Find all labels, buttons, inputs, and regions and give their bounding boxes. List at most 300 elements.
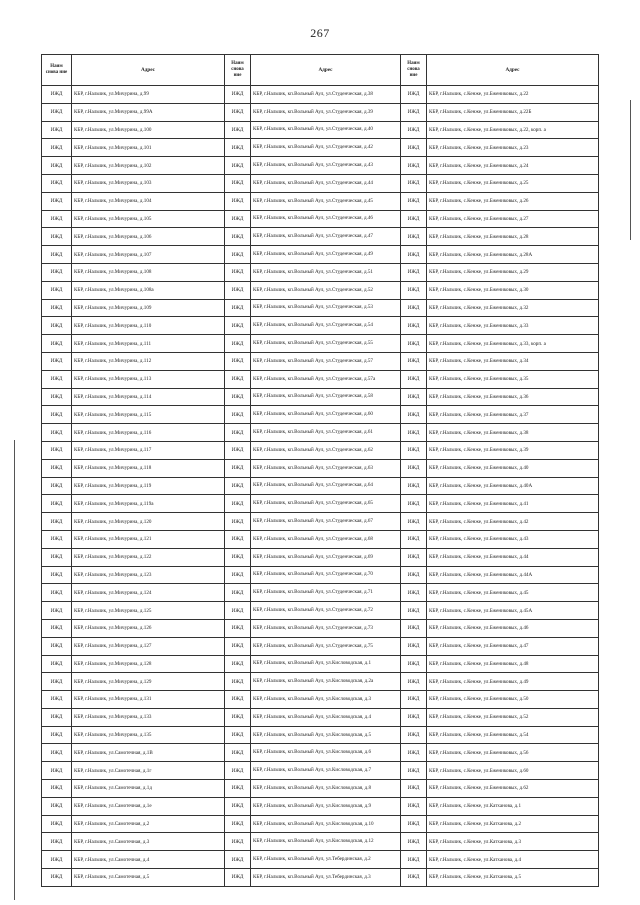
cell-address-1: КБР, г.Нальчик, ул.Мичурина, д.99А (72, 103, 225, 121)
cell-type-2: ИЖД (225, 637, 251, 655)
cell-address-2: КБР, г.Нальчик, кп.Вольный Аул, ул.Кисловодская, д.4 (251, 708, 401, 726)
cell-address-2: КБР, г.Нальчик, кп.Вольный Аул, ул.Студенческая, д.53 (251, 299, 401, 317)
cell-address-2: КБР, г.Нальчик, кп.Вольный Аул, ул.Студенческая, д.64 (251, 477, 401, 495)
cell-address-1: КБР, г.Нальчик, ул.Самотечная, д.1е (72, 797, 225, 815)
table-row (42, 744, 599, 762)
cell-address-3: КБР, г.Нальчик, с.Кенже, ул.Бжениковых, д.44А (427, 566, 599, 584)
cell-address-1: КБР, г.Нальчик, ул.Мичурина, д.128 (72, 655, 225, 673)
table-row (42, 815, 599, 833)
cell-address-3: КБР, г.Нальчик, с.Кенже, ул.Бжениковых, д.44 (427, 548, 599, 566)
cell-address-1: КБР, г.Нальчик, ул.Самотечная, д.4 (72, 851, 225, 869)
table-row (42, 477, 599, 495)
cell-address-3: КБР, г.Нальчик, с.Кенже, ул.Бжениковых, д.54 (427, 726, 599, 744)
cell-type-1: ИЖД (42, 762, 72, 780)
cell-type-1: ИЖД (42, 103, 72, 121)
cell-type-2: ИЖД (225, 121, 251, 139)
cell-type-1: ИЖД (42, 459, 72, 477)
table-row (42, 851, 599, 869)
table-body (42, 86, 599, 887)
header-address-2: Адрес (251, 55, 401, 86)
cell-type-3: ИЖД (401, 281, 427, 299)
cell-address-1: КБР, г.Нальчик, ул.Мичурина, д.108а (72, 281, 225, 299)
cell-type-1: ИЖД (42, 352, 72, 370)
cell-type-1: ИЖД (42, 317, 72, 335)
cell-type-1: ИЖД (42, 726, 72, 744)
cell-type-3: ИЖД (401, 637, 427, 655)
cell-type-3: ИЖД (401, 157, 427, 175)
cell-type-1: ИЖД (42, 637, 72, 655)
cell-address-1: КБР, г.Нальчик, ул.Мичурина, д.124 (72, 584, 225, 602)
cell-type-1: ИЖД (42, 495, 72, 513)
cell-address-3: КБР, г.Нальчик, с.Кенже, ул.Бжениковых, д.35 (427, 370, 599, 388)
cell-address-1: КБР, г.Нальчик, ул.Мичурина, д.114 (72, 388, 225, 406)
cell-type-2: ИЖД (225, 246, 251, 264)
cell-type-2: ИЖД (225, 833, 251, 851)
cell-address-3: КБР, г.Нальчик, с.Кенже, ул.Бжениковых, д.34 (427, 352, 599, 370)
table-row (42, 691, 599, 709)
table-row (42, 174, 599, 192)
cell-type-3: ИЖД (401, 780, 427, 798)
cell-address-1: КБР, г.Нальчик, ул.Мичурина, д.110 (72, 317, 225, 335)
cell-type-1: ИЖД (42, 797, 72, 815)
cell-address-2: КБР, г.Нальчик, кп.Вольный Аул, ул.Кисловодская, д.10 (251, 815, 401, 833)
cell-type-1: ИЖД (42, 192, 72, 210)
cell-type-3: ИЖД (401, 406, 427, 424)
cell-address-3: КБР, г.Нальчик, с.Кенже, ул.Бжениковых, д.56 (427, 744, 599, 762)
table-row (42, 619, 599, 637)
cell-address-3: КБР, г.Нальчик, с.Кенже, ул.Бжениковых, д.37 (427, 406, 599, 424)
cell-type-2: ИЖД (225, 744, 251, 762)
cell-address-2: КБР, г.Нальчик, кп.Вольный Аул, ул.Студенческая, д.57 (251, 352, 401, 370)
cell-type-1: ИЖД (42, 263, 72, 281)
cell-address-2: КБР, г.Нальчик, кп.Вольный Аул, ул.Студенческая, д.65 (251, 495, 401, 513)
margin-line-left (14, 440, 15, 900)
table-row (42, 762, 599, 780)
cell-address-2: КБР, г.Нальчик, кп.Вольный Аул, ул.Кисловодская, д.9 (251, 797, 401, 815)
cell-type-3: ИЖД (401, 495, 427, 513)
cell-type-1: ИЖД (42, 441, 72, 459)
cell-address-1: КБР, г.Нальчик, ул.Мичурина, д.135 (72, 726, 225, 744)
cell-type-3: ИЖД (401, 228, 427, 246)
cell-type-2: ИЖД (225, 174, 251, 192)
cell-address-3: КБР, г.Нальчик, с.Кенже, ул.Бжениковых, д.48 (427, 655, 599, 673)
cell-type-1: ИЖД (42, 210, 72, 228)
table-row (42, 602, 599, 620)
table-row (42, 281, 599, 299)
cell-type-3: ИЖД (401, 317, 427, 335)
cell-address-2: КБР, г.Нальчик, кп.Вольный Аул, ул.Студенческая, д.63 (251, 459, 401, 477)
cell-address-3: КБР, г.Нальчик, с.Кенже, ул.Бжениковых, д.38 (427, 424, 599, 442)
cell-type-1: ИЖД (42, 815, 72, 833)
cell-type-3: ИЖД (401, 459, 427, 477)
cell-type-3: ИЖД (401, 851, 427, 869)
cell-type-1: ИЖД (42, 548, 72, 566)
cell-address-2: КБР, г.Нальчик, кп.Вольный Аул, ул.Кисловодская, д.12 (251, 833, 401, 851)
cell-address-1: КБР, г.Нальчик, ул.Мичурина, д.99 (72, 86, 225, 104)
cell-type-3: ИЖД (401, 815, 427, 833)
cell-address-1: КБР, г.Нальчик, ул.Мичурина, д.112 (72, 352, 225, 370)
table-row (42, 246, 599, 264)
cell-type-2: ИЖД (225, 263, 251, 281)
cell-type-1: ИЖД (42, 744, 72, 762)
cell-address-1: КБР, г.Нальчик, ул.Самотечная, д.1д (72, 780, 225, 798)
cell-address-1: КБР, г.Нальчик, ул.Мичурина, д.122 (72, 548, 225, 566)
cell-type-1: ИЖД (42, 406, 72, 424)
cell-type-2: ИЖД (225, 780, 251, 798)
cell-address-2: КБР, г.Нальчик, кп.Вольный Аул, ул.Студенческая, д.39 (251, 103, 401, 121)
cell-type-2: ИЖД (225, 566, 251, 584)
header-type-2: Наим снова ние (225, 55, 251, 86)
table-row (42, 263, 599, 281)
cell-address-3: КБР, г.Нальчик, с.Кенже, ул.Бжениковых, д.36 (427, 388, 599, 406)
cell-address-2: КБР, г.Нальчик, кп.Вольный Аул, ул.Студенческая, д.58 (251, 388, 401, 406)
cell-type-2: ИЖД (225, 139, 251, 157)
cell-address-3: КБР, г.Нальчик, с.Кенже, ул.Бжениковых, д.40 (427, 459, 599, 477)
cell-address-3: КБР, г.Нальчик, с.Кенже, ул.Бжениковых, д.43 (427, 530, 599, 548)
cell-type-2: ИЖД (225, 228, 251, 246)
cell-type-1: ИЖД (42, 673, 72, 691)
cell-address-3: КБР, г.Нальчик, с.Кенже, ул.Бжениковых, д.40А (427, 477, 599, 495)
cell-type-1: ИЖД (42, 869, 72, 887)
cell-type-1: ИЖД (42, 388, 72, 406)
cell-type-3: ИЖД (401, 869, 427, 887)
cell-type-3: ИЖД (401, 103, 427, 121)
cell-type-3: ИЖД (401, 655, 427, 673)
cell-type-3: ИЖД (401, 352, 427, 370)
cell-address-1: КБР, г.Нальчик, ул.Мичурина, д.108 (72, 263, 225, 281)
cell-address-3: КБР, г.Нальчик, с.Кенже, ул.Катханова, д.5 (427, 869, 599, 887)
cell-address-2: КБР, г.Нальчик, кп.Вольный Аул, ул.Студенческая, д.49 (251, 246, 401, 264)
cell-address-2: КБР, г.Нальчик, кп.Вольный Аул, ул.Кисловодская, д.8 (251, 780, 401, 798)
table-row (42, 157, 599, 175)
cell-type-2: ИЖД (225, 815, 251, 833)
cell-address-1: КБР, г.Нальчик, ул.Мичурина, д.119а (72, 495, 225, 513)
cell-address-1: КБР, г.Нальчик, ул.Мичурина, д.115 (72, 406, 225, 424)
table-row (42, 833, 599, 851)
cell-type-1: ИЖД (42, 530, 72, 548)
table-row (42, 566, 599, 584)
cell-address-3: КБР, г.Нальчик, с.Кенже, ул.Катханова, д.2 (427, 815, 599, 833)
cell-type-2: ИЖД (225, 495, 251, 513)
cell-address-1: КБР, г.Нальчик, ул.Самотечная, д.1г (72, 762, 225, 780)
cell-type-2: ИЖД (225, 210, 251, 228)
cell-type-2: ИЖД (225, 352, 251, 370)
cell-type-1: ИЖД (42, 174, 72, 192)
cell-address-2: КБР, г.Нальчик, кп.Вольный Аул, ул.Студенческая, д.68 (251, 530, 401, 548)
cell-type-1: ИЖД (42, 619, 72, 637)
cell-address-2: КБР, г.Нальчик, кп.Вольный Аул, ул.Кисловодская, д.6 (251, 744, 401, 762)
cell-address-3: КБР, г.Нальчик, с.Кенже, ул.Бжениковых, д.45 (427, 584, 599, 602)
cell-address-2: КБР, г.Нальчик, кп.Вольный Аул, ул.Кисловодская, д.1 (251, 655, 401, 673)
cell-type-1: ИЖД (42, 655, 72, 673)
cell-address-3: КБР, г.Нальчик, с.Кенже, ул.Бжениковых, д.23 (427, 139, 599, 157)
cell-type-2: ИЖД (225, 619, 251, 637)
table-row (42, 370, 599, 388)
cell-address-2: КБР, г.Нальчик, кп.Вольный Аул, ул.Студенческая, д.61 (251, 424, 401, 442)
cell-address-2: КБР, г.Нальчик, кп.Вольный Аул, ул.Студенческая, д.62 (251, 441, 401, 459)
table-row (42, 388, 599, 406)
table-header-row (42, 55, 599, 86)
cell-type-3: ИЖД (401, 566, 427, 584)
cell-type-2: ИЖД (225, 103, 251, 121)
cell-address-3: КБР, г.Нальчик, с.Кенже, ул.Бжениковых, д.47 (427, 637, 599, 655)
cell-address-1: КБР, г.Нальчик, ул.Мичурина, д.120 (72, 513, 225, 531)
cell-address-1: КБР, г.Нальчик, ул.Мичурина, д.123 (72, 566, 225, 584)
cell-address-2: КБР, г.Нальчик, кп.Вольный Аул, ул.Студенческая, д.67 (251, 513, 401, 531)
cell-type-3: ИЖД (401, 584, 427, 602)
cell-type-3: ИЖД (401, 708, 427, 726)
cell-address-1: КБР, г.Нальчик, ул.Самотечная, д.3 (72, 833, 225, 851)
cell-type-2: ИЖД (225, 424, 251, 442)
cell-type-1: ИЖД (42, 157, 72, 175)
cell-address-3: КБР, г.Нальчик, с.Кенже, ул.Бжениковых, д.32 (427, 299, 599, 317)
header-address-1: Адрес (72, 55, 225, 86)
table-row (42, 406, 599, 424)
cell-address-1: КБР, г.Нальчик, ул.Мичурина, д.107 (72, 246, 225, 264)
cell-address-1: КБР, г.Нальчик, ул.Мичурина, д.131 (72, 691, 225, 709)
cell-address-2: КБР, г.Нальчик, кп.Вольный Аул, ул.Студенческая, д.54 (251, 317, 401, 335)
cell-address-1: КБР, г.Нальчик, ул.Мичурина, д.117 (72, 441, 225, 459)
cell-address-3: КБР, г.Нальчик, с.Кенже, ул.Бжениковых, д.50 (427, 691, 599, 709)
cell-type-3: ИЖД (401, 744, 427, 762)
cell-address-2: КБР, г.Нальчик, кп.Вольный Аул, ул.Студенческая, д.45 (251, 192, 401, 210)
table-row (42, 299, 599, 317)
cell-address-2: КБР, г.Нальчик, кп.Вольный Аул, ул.Кисловодская, д.3 (251, 691, 401, 709)
cell-address-3: КБР, г.Нальчик, с.Кенже, ул.Бжениковых, д.22 (427, 86, 599, 104)
cell-address-1: КБР, г.Нальчик, ул.Мичурина, д.129 (72, 673, 225, 691)
cell-address-3: КБР, г.Нальчик, с.Кенже, ул.Бжениковых, д.28А (427, 246, 599, 264)
cell-address-3: КБР, г.Нальчик, с.Кенже, ул.Бжениковых, д.28 (427, 228, 599, 246)
cell-address-3: КБР, г.Нальчик, с.Кенже, ул.Катханова, д.1 (427, 797, 599, 815)
table-row (42, 708, 599, 726)
cell-address-2: КБР, г.Нальчик, кп.Вольный Аул, ул.Студенческая, д.57а (251, 370, 401, 388)
cell-address-1: КБР, г.Нальчик, ул.Мичурина, д.104 (72, 192, 225, 210)
page-number: 267 (310, 26, 330, 40)
cell-address-2: КБР, г.Нальчик, кп.Вольный Аул, ул.Студенческая, д.43 (251, 157, 401, 175)
table-row (42, 530, 599, 548)
table-row (42, 139, 599, 157)
cell-type-1: ИЖД (42, 281, 72, 299)
header-address-3: Адрес (427, 55, 599, 86)
cell-type-3: ИЖД (401, 726, 427, 744)
cell-type-2: ИЖД (225, 762, 251, 780)
cell-type-2: ИЖД (225, 869, 251, 887)
cell-type-1: ИЖД (42, 299, 72, 317)
cell-type-3: ИЖД (401, 441, 427, 459)
cell-address-1: КБР, г.Нальчик, ул.Мичурина, д.118 (72, 459, 225, 477)
cell-type-2: ИЖД (225, 317, 251, 335)
table-row (42, 121, 599, 139)
cell-address-3: КБР, г.Нальчик, с.Кенже, ул.Бжениковых, д.39 (427, 441, 599, 459)
cell-type-3: ИЖД (401, 246, 427, 264)
cell-type-2: ИЖД (225, 655, 251, 673)
cell-address-2: КБР, г.Нальчик, кп.Вольный Аул, ул.Студенческая, д.69 (251, 548, 401, 566)
cell-type-3: ИЖД (401, 602, 427, 620)
cell-address-2: КБР, г.Нальчик, кп.Вольный Аул, ул.Студенческая, д.71 (251, 584, 401, 602)
cell-type-1: ИЖД (42, 228, 72, 246)
cell-address-2: КБР, г.Нальчик, кп.Вольный Аул, ул.Студенческая, д.70 (251, 566, 401, 584)
cell-address-2: КБР, г.Нальчик, кп.Вольный Аул, ул.Студенческая, д.44 (251, 174, 401, 192)
cell-type-3: ИЖД (401, 530, 427, 548)
cell-type-2: ИЖД (225, 602, 251, 620)
cell-address-1: КБР, г.Нальчик, ул.Мичурина, д.116 (72, 424, 225, 442)
cell-type-1: ИЖД (42, 851, 72, 869)
cell-address-2: КБР, г.Нальчик, кп.Вольный Аул, ул.Кисловодская, д.2а (251, 673, 401, 691)
cell-type-2: ИЖД (225, 530, 251, 548)
cell-type-1: ИЖД (42, 602, 72, 620)
table-row (42, 335, 599, 353)
cell-type-3: ИЖД (401, 388, 427, 406)
cell-type-1: ИЖД (42, 246, 72, 264)
cell-type-3: ИЖД (401, 673, 427, 691)
table-row (42, 317, 599, 335)
cell-type-3: ИЖД (401, 513, 427, 531)
cell-type-3: ИЖД (401, 370, 427, 388)
cell-type-2: ИЖД (225, 459, 251, 477)
cell-type-2: ИЖД (225, 477, 251, 495)
cell-type-1: ИЖД (42, 513, 72, 531)
cell-address-3: КБР, г.Нальчик, с.Кенже, ул.Бжениковых, д.22, корп. а (427, 121, 599, 139)
cell-address-1: КБР, г.Нальчик, ул.Мичурина, д.127 (72, 637, 225, 655)
cell-address-2: КБР, г.Нальчик, кп.Вольный Аул, ул.Кисловодская, д.7 (251, 762, 401, 780)
cell-address-1: КБР, г.Нальчик, ул.Мичурина, д.102 (72, 157, 225, 175)
table-row (42, 726, 599, 744)
cell-address-2: КБР, г.Нальчик, кп.Вольный Аул, ул.Студенческая, д.72 (251, 602, 401, 620)
cell-address-3: КБР, г.Нальчик, с.Кенже, ул.Бжениковых, д.60 (427, 762, 599, 780)
cell-type-1: ИЖД (42, 780, 72, 798)
cell-type-1: ИЖД (42, 566, 72, 584)
cell-address-3: КБР, г.Нальчик, с.Кенже, ул.Бжениковых, д.45А (427, 602, 599, 620)
table-row (42, 673, 599, 691)
cell-address-1: КБР, г.Нальчик, ул.Мичурина, д.113 (72, 370, 225, 388)
cell-type-2: ИЖД (225, 388, 251, 406)
cell-address-3: КБР, г.Нальчик, с.Кенже, ул.Бжениковых, д.27 (427, 210, 599, 228)
cell-type-1: ИЖД (42, 691, 72, 709)
table-row (42, 548, 599, 566)
cell-type-2: ИЖД (225, 797, 251, 815)
cell-address-3: КБР, г.Нальчик, с.Кенже, ул.Бжениковых, д.22Б (427, 103, 599, 121)
table-row (42, 228, 599, 246)
cell-address-2: КБР, г.Нальчик, кп.Вольный Аул, ул.Студенческая, д.38 (251, 86, 401, 104)
cell-type-3: ИЖД (401, 424, 427, 442)
address-table (41, 54, 599, 887)
cell-address-3: КБР, г.Нальчик, с.Кенже, ул.Бжениковых, д.52 (427, 708, 599, 726)
cell-type-3: ИЖД (401, 477, 427, 495)
cell-type-2: ИЖД (225, 281, 251, 299)
header-type-1: Наим снова ние (42, 55, 72, 86)
cell-type-3: ИЖД (401, 86, 427, 104)
cell-type-2: ИЖД (225, 708, 251, 726)
cell-address-2: КБР, г.Нальчик, кп.Вольный Аул, ул.Студенческая, д.55 (251, 335, 401, 353)
table-row (42, 352, 599, 370)
cell-address-3: КБР, г.Нальчик, с.Кенже, ул.Катханова, д.4 (427, 851, 599, 869)
table-row (42, 584, 599, 602)
cell-address-1: КБР, г.Нальчик, ул.Мичурина, д.111 (72, 335, 225, 353)
cell-address-2: КБР, г.Нальчик, кп.Вольный Аул, ул.Студенческая, д.46 (251, 210, 401, 228)
cell-type-2: ИЖД (225, 691, 251, 709)
cell-address-1: КБР, г.Нальчик, ул.Мичурина, д.106 (72, 228, 225, 246)
cell-address-1: КБР, г.Нальчик, ул.Мичурина, д.126 (72, 619, 225, 637)
cell-address-1: КБР, г.Нальчик, ул.Мичурина, д.109 (72, 299, 225, 317)
cell-type-2: ИЖД (225, 584, 251, 602)
cell-address-2: КБР, г.Нальчик, кп.Вольный Аул, ул.Тебердинская, д.2 (251, 851, 401, 869)
cell-address-2: КБР, г.Нальчик, кп.Вольный Аул, ул.Студенческая, д.51 (251, 263, 401, 281)
table-row (42, 869, 599, 887)
table-row (42, 441, 599, 459)
cell-address-2: КБР, г.Нальчик, кп.Вольный Аул, ул.Студенческая, д.75 (251, 637, 401, 655)
cell-address-3: КБР, г.Нальчик, с.Кенже, ул.Бжениковых, д.62 (427, 780, 599, 798)
table-row (42, 86, 599, 104)
cell-address-1: КБР, г.Нальчик, ул.Самотечная, д.2 (72, 815, 225, 833)
cell-type-2: ИЖД (225, 441, 251, 459)
cell-address-2: КБР, г.Нальчик, кп.Вольный Аул, ул.Кисловодская, д.5 (251, 726, 401, 744)
cell-address-3: КБР, г.Нальчик, с.Кенже, ул.Бжениковых, д.33, корп. а (427, 335, 599, 353)
cell-type-3: ИЖД (401, 762, 427, 780)
cell-type-2: ИЖД (225, 299, 251, 317)
cell-address-1: КБР, г.Нальчик, ул.Мичурина, д.103 (72, 174, 225, 192)
cell-type-1: ИЖД (42, 477, 72, 495)
cell-address-3: КБР, г.Нальчик, с.Кенже, ул.Бжениковых, д.41 (427, 495, 599, 513)
cell-type-3: ИЖД (401, 797, 427, 815)
cell-type-3: ИЖД (401, 139, 427, 157)
cell-address-3: КБР, г.Нальчик, с.Кенже, ул.Бжениковых, д.30 (427, 281, 599, 299)
cell-address-2: КБР, г.Нальчик, кп.Вольный Аул, ул.Студенческая, д.60 (251, 406, 401, 424)
cell-address-1: КБР, г.Нальчик, ул.Мичурина, д.125 (72, 602, 225, 620)
cell-type-3: ИЖД (401, 335, 427, 353)
cell-address-1: КБР, г.Нальчик, ул.Мичурина, д.105 (72, 210, 225, 228)
cell-type-1: ИЖД (42, 584, 72, 602)
cell-type-1: ИЖД (42, 121, 72, 139)
cell-type-2: ИЖД (225, 673, 251, 691)
cell-type-1: ИЖД (42, 424, 72, 442)
cell-type-1: ИЖД (42, 370, 72, 388)
cell-address-3: КБР, г.Нальчик, с.Кенже, ул.Бжениковых, д.29 (427, 263, 599, 281)
cell-type-3: ИЖД (401, 263, 427, 281)
table-row (42, 655, 599, 673)
cell-type-2: ИЖД (225, 157, 251, 175)
cell-type-1: ИЖД (42, 833, 72, 851)
cell-type-3: ИЖД (401, 299, 427, 317)
cell-type-1: ИЖД (42, 139, 72, 157)
cell-type-3: ИЖД (401, 548, 427, 566)
cell-type-2: ИЖД (225, 335, 251, 353)
cell-address-2: КБР, г.Нальчик, кп.Вольный Аул, ул.Студенческая, д.40 (251, 121, 401, 139)
cell-address-2: КБР, г.Нальчик, кп.Вольный Аул, ул.Тебердинская, д.3 (251, 869, 401, 887)
table-row (42, 424, 599, 442)
cell-address-3: КБР, г.Нальчик, с.Кенже, ул.Бжениковых, д.46 (427, 619, 599, 637)
cell-type-1: ИЖД (42, 86, 72, 104)
cell-type-2: ИЖД (225, 86, 251, 104)
cell-type-3: ИЖД (401, 174, 427, 192)
margin-line-right (630, 100, 631, 240)
cell-type-3: ИЖД (401, 833, 427, 851)
table-row (42, 513, 599, 531)
cell-type-1: ИЖД (42, 335, 72, 353)
cell-type-1: ИЖД (42, 708, 72, 726)
table-row (42, 210, 599, 228)
table-row (42, 459, 599, 477)
table-row (42, 495, 599, 513)
cell-address-1: КБР, г.Нальчик, ул.Мичурина, д.121 (72, 530, 225, 548)
cell-address-3: КБР, г.Нальчик, с.Кенже, ул.Катханова, д.3 (427, 833, 599, 851)
cell-address-1: КБР, г.Нальчик, ул.Мичурина, д.119 (72, 477, 225, 495)
cell-address-3: КБР, г.Нальчик, с.Кенже, ул.Бжениковых, д.33 (427, 317, 599, 335)
table-row (42, 192, 599, 210)
cell-address-3: КБР, г.Нальчик, с.Кенже, ул.Бжениковых, д.24 (427, 157, 599, 175)
cell-type-2: ИЖД (225, 192, 251, 210)
cell-address-1: КБР, г.Нальчик, ул.Самотечная, д.1В (72, 744, 225, 762)
cell-type-3: ИЖД (401, 619, 427, 637)
